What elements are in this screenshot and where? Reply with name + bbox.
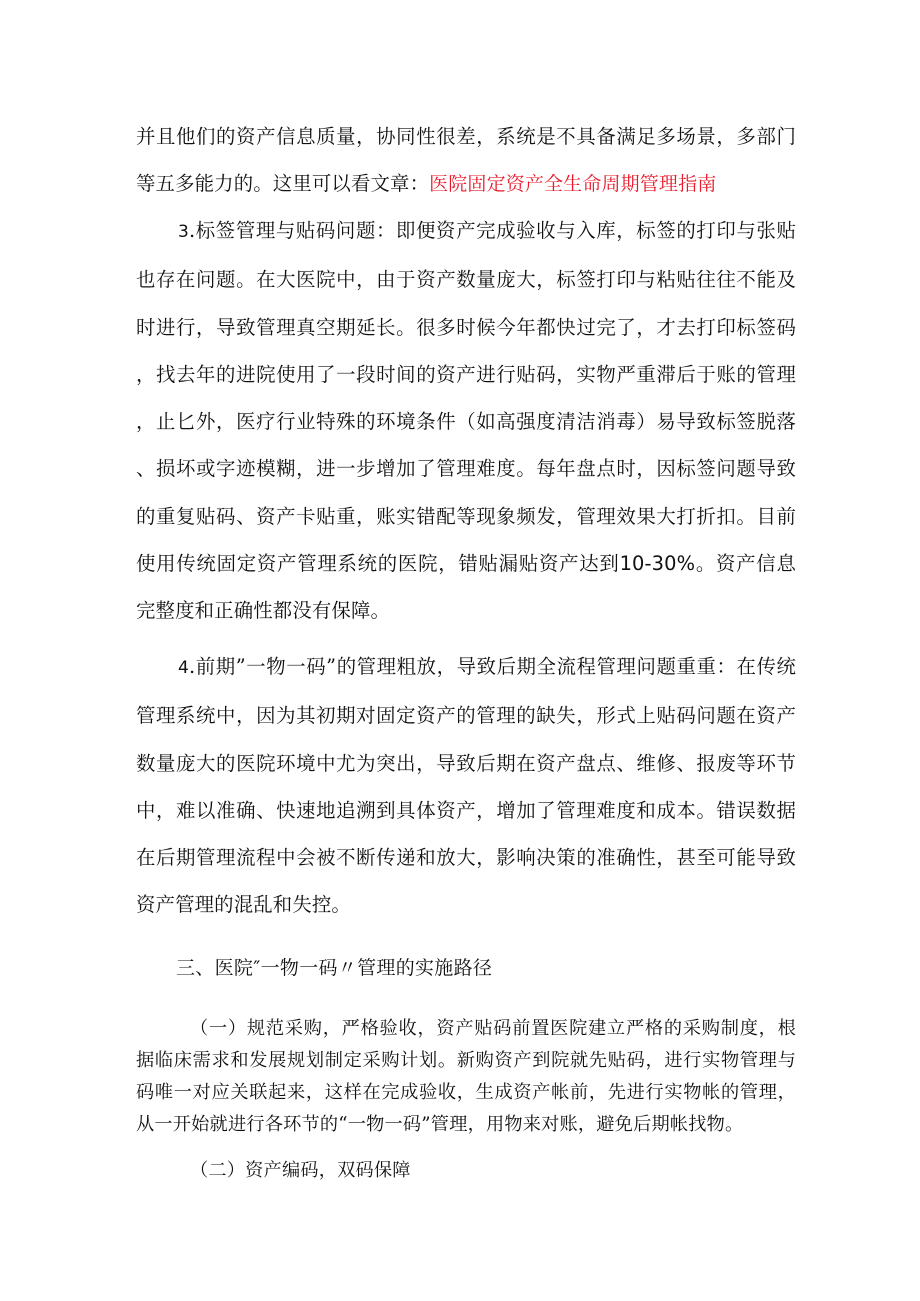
paragraph-3-text: .标签管理与贴码问题：即便资产完成验收与入库，标签的打印与张贴也存在问题。在大医院中，由于资产数量庞大，标签打印与粘贴往往不能及时进行，导致管理真空期延长。很多时候今年都快过完了，才去打印标签码，找去年的进院使用了一段时间的资产进行贴码，实物严重滞后于账的管理，止匕外，医疗行业特殊的环境条件（如高强度清洁消毒）易导致标签脱落、损坏或字迹模糊，进一步增加了管理难度。每年盘点时，因标签问题导致的重复贴码、资产卡贴重，账实错配等现象频发，管理效果大打折扣。目前使用传统固定资产管理系统的医院，错贴漏贴资产达到 bbox=[136, 219, 796, 576]
subsection-1-label: （一） bbox=[190, 1018, 247, 1039]
paragraph-4-text: .前期”一物一码”的管理粗放，导致后期全流程管理问题重重：在传统管理系统中，因为其初期对固定资产的管理的缺失，形式上贴码问题在资产数量庞大的医院环境中尤为突出，导致后期在资产盘点、维修、报废等环节中，难以准确、快速地追溯到具体资产，增加了管理难度和成本。错误数据在后期管理流程中会被不断传递和放大，影响决策的准确性，甚至可能导致资产管理的混乱和失控。 bbox=[136, 655, 796, 917]
subsection-1-text: 规范采购，严格验收，资产贴码前置医院建立严格的采购制度，根据临床需求和发展规划制定采购计划。新购资产到院就先贴码，进行实物管理与码唯一对应关联起来，这样在完成验收，生成资产帐前，先进行实物帐的管理，从一开始就进行各环节的“一物一码”管理，用物来对账，避免后期帐找物。 bbox=[136, 1018, 796, 1135]
item-number-3: 3 bbox=[178, 222, 189, 242]
see-article-label: 看文章： bbox=[350, 172, 430, 196]
article-link[interactable]: 医院固定资产全生命周期管理指南 bbox=[429, 173, 717, 196]
paragraph-intro bbox=[136, 113, 796, 209]
error-rate-value: 10-30%。 bbox=[619, 552, 716, 576]
paragraph-3-tail: 资产信息完整度和正确性都没有保障。 bbox=[136, 552, 796, 623]
paragraph-4 bbox=[136, 643, 796, 929]
paragraph-3 bbox=[136, 207, 796, 635]
subsection-2-heading: （二）资产编码，双码保障 bbox=[190, 1160, 411, 1181]
section-heading: 三、医院″一物一码〃管理的实施路径 bbox=[176, 957, 493, 979]
subsection-1 bbox=[136, 1013, 796, 1141]
item-number-4: 4 bbox=[178, 658, 189, 678]
intro-text: 并且他们的资产信息质量，协同性很差，系统是不具备满足多场景，多部门等五多能力的。这里可以 bbox=[136, 125, 796, 196]
